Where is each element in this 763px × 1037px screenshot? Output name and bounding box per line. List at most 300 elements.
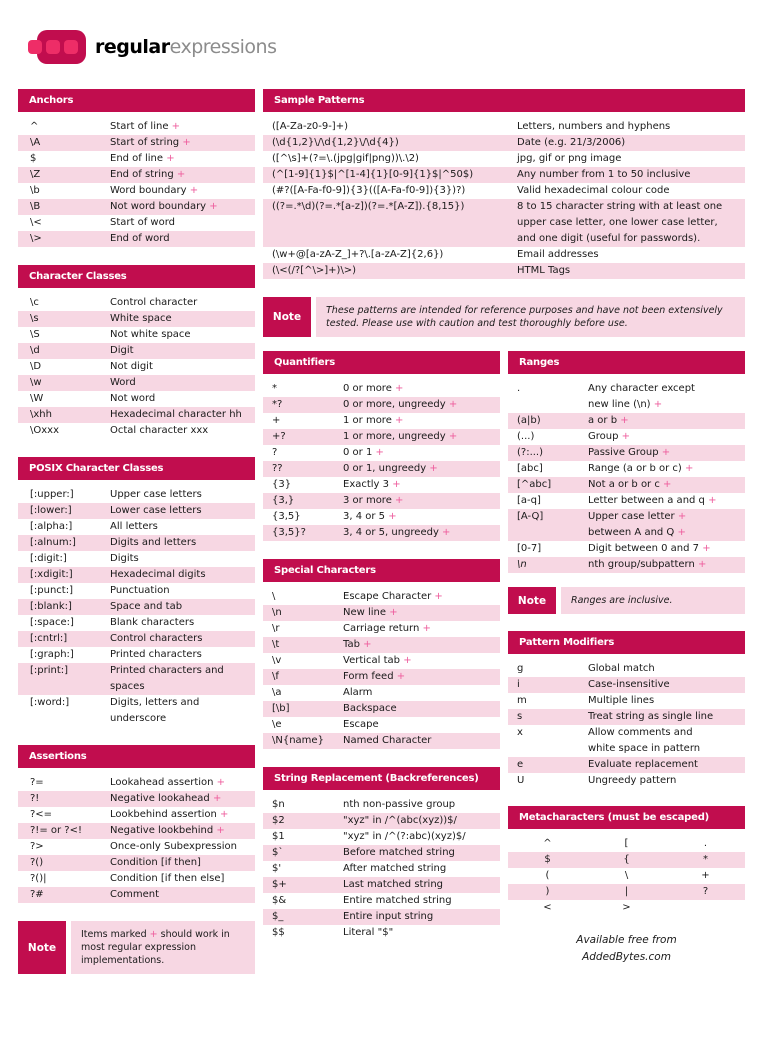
table-row <box>18 599 255 615</box>
desc-cell: Before matched string <box>343 847 455 858</box>
term-cell: {3} <box>272 479 292 490</box>
desc-cell: Hexadecimal digits <box>110 569 206 580</box>
desc-cell: Literal "$" <box>343 927 394 938</box>
metacharacter-cell: \ <box>624 870 629 881</box>
table-row <box>263 151 745 167</box>
desc-cell: 1 or more, ungreedy + <box>343 431 458 442</box>
term-cell: $$ <box>272 927 285 938</box>
desc-cell: Carriage return + <box>343 623 431 634</box>
table-row <box>263 861 500 877</box>
section-assertions <box>18 745 255 903</box>
table-row <box>263 589 500 605</box>
term-cell: $ <box>30 153 37 164</box>
term-cell: $n <box>272 799 285 810</box>
table-row <box>508 852 745 868</box>
desc-cell: Lookbehind assertion + <box>110 809 229 820</box>
desc-cell: nth group/subpattern + <box>588 559 707 570</box>
table-row <box>508 413 745 429</box>
table-row <box>18 839 255 855</box>
table-row <box>263 461 500 477</box>
desc-cell: 3 or more + <box>343 495 404 506</box>
term-cell: ?> <box>30 841 44 852</box>
section-sample-patterns <box>263 89 745 279</box>
table-row <box>18 119 255 135</box>
table-row <box>18 231 255 247</box>
desc-cell: 0 or more, ungreedy + <box>343 399 458 410</box>
term-cell: ?# <box>30 889 44 900</box>
term-cell: \e <box>272 719 282 730</box>
term-cell: (?:...) <box>517 447 544 458</box>
table-row <box>18 791 255 807</box>
table-row <box>18 135 255 151</box>
section-pattern-modifiers <box>508 631 745 789</box>
plus-marker: + <box>445 431 458 442</box>
table-row <box>18 551 255 567</box>
term-cell: [:graph:] <box>30 649 74 660</box>
desc-cell: Lookahead assertion + <box>110 777 226 788</box>
desc-cell: Digits <box>110 553 139 564</box>
plus-marker: + <box>389 479 401 490</box>
table-row <box>18 887 255 903</box>
term-cell: x <box>517 727 523 738</box>
table-row <box>18 807 255 823</box>
desc-cell: Word <box>110 377 136 388</box>
section-title-anchors: Anchors <box>18 89 255 112</box>
term-cell: ?? <box>272 463 283 474</box>
metacharacter-cell <box>666 900 745 916</box>
table-row <box>263 413 500 429</box>
table-row <box>508 884 745 900</box>
table-row <box>18 295 255 311</box>
term-cell: [:digit:] <box>30 553 67 564</box>
desc-cell: Exactly 3 + <box>343 479 401 490</box>
desc-cell: End of word <box>110 233 170 244</box>
note-label: Note <box>508 587 556 614</box>
term-cell: (\<(/?[^\>]+)\>) <box>272 265 357 276</box>
metacharacter-cell: [ <box>624 838 629 849</box>
term-cell: \> <box>30 233 42 244</box>
plus-marker: + <box>694 559 707 570</box>
table-row <box>18 327 255 343</box>
desc-cell: 1 or more + <box>343 415 404 426</box>
desc-cell: Comment <box>110 889 159 900</box>
desc-cell: Email addresses <box>517 249 599 260</box>
term-cell: . <box>517 383 521 394</box>
term-cell: \ <box>272 591 276 602</box>
term-cell: [:blank:] <box>30 601 72 612</box>
plus-marker: + <box>385 511 397 522</box>
term-cell: +? <box>272 431 286 442</box>
term-cell: \xhh <box>30 409 52 420</box>
table-row <box>508 477 745 493</box>
desc-cell: Vertical tab + <box>343 655 412 666</box>
section-posix-character-classes <box>18 457 255 727</box>
table-row <box>263 183 745 199</box>
table-row <box>18 503 255 519</box>
metacharacter-cell: { <box>623 854 630 865</box>
desc-cell: Negative lookahead + <box>110 793 222 804</box>
note-ranges <box>508 587 745 614</box>
desc-cell: Entire matched string <box>343 895 452 906</box>
desc-cell: Control character <box>110 297 198 308</box>
metacharacter-cell: . <box>703 838 708 849</box>
table-row <box>263 925 500 941</box>
table-row <box>508 661 745 677</box>
desc-cell: Start of string + <box>110 137 191 148</box>
metacharacter-cell: < <box>543 902 552 913</box>
desc-cell: White space <box>110 313 172 324</box>
desc-cell: Digits, letters and underscore <box>110 697 200 724</box>
table-row <box>18 615 255 631</box>
term-cell: i <box>517 679 520 690</box>
term-cell: [:word:] <box>30 697 70 708</box>
term-cell: [:xdigit:] <box>30 569 73 580</box>
footer-line2: AddedBytes.com <box>582 951 671 963</box>
desc-cell: Not word boundary + <box>110 201 218 212</box>
plus-marker: + <box>173 169 186 180</box>
desc-cell: End of string + <box>110 169 186 180</box>
term-cell: \S <box>30 329 40 340</box>
plus-marker: + <box>386 607 398 618</box>
metacharacter-cell: * <box>703 854 708 865</box>
term-cell: \N{name} <box>272 735 324 746</box>
plus-marker: + <box>681 463 694 474</box>
plus-marker: + <box>391 495 404 506</box>
desc-cell: Alarm <box>343 687 373 698</box>
table-row <box>18 423 255 439</box>
term-cell: \a <box>272 687 282 698</box>
table-row <box>18 487 255 503</box>
desc-cell: "xyz" in /^(abc(xyz))$/ <box>343 815 457 826</box>
term-cell: [:print:] <box>30 665 69 676</box>
table-row <box>508 541 745 557</box>
table-row <box>508 677 745 693</box>
table-row <box>18 647 255 663</box>
desc-cell: Entire input string <box>343 911 434 922</box>
desc-cell: 3, 4 or 5, ungreedy + <box>343 527 451 538</box>
main-column <box>263 89 745 966</box>
desc-cell: Start of word <box>110 217 176 228</box>
plus-marker: + <box>617 415 629 426</box>
table-row <box>18 583 255 599</box>
desc-cell: Lower case letters <box>110 505 202 516</box>
table-row <box>263 605 500 621</box>
desc-cell: Punctuation <box>110 585 170 596</box>
desc-cell: nth non-passive group <box>343 799 456 810</box>
logo-wordmark <box>95 36 276 58</box>
plus-marker: + <box>704 495 717 506</box>
term-cell: U <box>517 775 525 786</box>
table-row <box>508 693 745 709</box>
section-metacharacters <box>508 806 745 916</box>
section-character-classes <box>18 265 255 439</box>
plus-marker: + <box>372 447 384 458</box>
desc-cell: Hexadecimal character hh <box>110 409 242 420</box>
table-row <box>263 829 500 845</box>
plus-marker: + <box>213 777 226 788</box>
plus-marker: + <box>445 399 458 410</box>
table-row <box>263 717 500 733</box>
term-cell: \D <box>30 361 42 372</box>
term-cell: $' <box>272 863 282 874</box>
term-cell: [:space:] <box>30 617 74 628</box>
table-row <box>18 855 255 871</box>
term-cell: [:lower:] <box>30 505 72 516</box>
table-row <box>18 311 255 327</box>
table-row <box>18 391 255 407</box>
table-row <box>508 868 745 884</box>
term-cell: * <box>272 383 277 394</box>
table-row <box>508 509 745 541</box>
regular-expressions-logo <box>28 27 745 67</box>
table-row <box>263 445 500 461</box>
desc-cell: Negative lookbehind + <box>110 825 225 836</box>
desc-cell: Date (e.g. 21/3/2006) <box>517 137 626 148</box>
desc-cell: Not white space <box>110 329 191 340</box>
desc-cell: Form feed + <box>343 671 406 682</box>
table-row <box>263 263 745 279</box>
term-cell: \r <box>272 623 280 634</box>
plus-marker: + <box>431 591 443 602</box>
term-cell: $` <box>272 847 284 858</box>
desc-cell: Upper case letter + between A and Q + <box>588 511 687 538</box>
desc-cell: Multiple lines <box>588 695 655 706</box>
table-row <box>508 709 745 725</box>
table-row <box>18 199 255 215</box>
plus-marker: + <box>149 929 158 940</box>
table-row <box>18 183 255 199</box>
desc-cell: Ungreedy pattern <box>588 775 677 786</box>
term-cell: s <box>517 711 523 722</box>
term-cell: ([A-Za-z0-9-]+) <box>272 121 348 132</box>
desc-cell: End of line + <box>110 153 175 164</box>
table-row <box>18 775 255 791</box>
table-row <box>263 893 500 909</box>
desc-cell: 0 or more + <box>343 383 404 394</box>
plus-marker: + <box>699 543 711 554</box>
table-row <box>508 900 745 916</box>
section-title-posix: POSIX Character Classes <box>18 457 255 480</box>
term-cell: [:alnum:] <box>30 537 76 548</box>
term-cell: $_ <box>272 911 284 922</box>
term-cell: (\w+@[a-zA-Z_]+?\.[a-zA-Z]{2,6}) <box>272 249 444 260</box>
plus-marker: + <box>216 809 229 820</box>
term-cell: + <box>272 415 281 426</box>
section-title-character-classes: Character Classes <box>18 265 255 288</box>
table-row <box>263 637 500 653</box>
desc-cell: Not a or b or c + <box>588 479 672 490</box>
term-cell: ([^\s]+(?=\.(jpg|gif|png))\.\2) <box>272 153 419 164</box>
plus-marker: + <box>209 793 222 804</box>
section-title-special-characters: Special Characters <box>263 559 500 582</box>
table-row <box>263 685 500 701</box>
plus-marker: + <box>674 511 687 522</box>
desc-cell: Last matched string <box>343 879 444 890</box>
desc-cell: All letters <box>110 521 158 532</box>
plus-marker: + <box>206 201 218 212</box>
term-cell: [^abc] <box>517 479 552 490</box>
plus-marker: + <box>393 671 406 682</box>
term-cell: {3,} <box>272 495 295 506</box>
table-row <box>263 199 745 247</box>
desc-cell: New line + <box>343 607 398 618</box>
section-special-characters <box>263 559 500 749</box>
term-cell: \B <box>30 201 41 212</box>
term-cell: e <box>517 759 524 770</box>
table-row <box>508 725 745 757</box>
note-sample-patterns <box>263 297 745 337</box>
desc-cell: Control characters <box>110 633 203 644</box>
table-row <box>18 151 255 167</box>
term-cell: ((?=.*\d)(?=.*[a-z])(?=.*[A-Z]).{8,15}) <box>272 201 465 212</box>
term-cell: ? <box>272 447 278 458</box>
plus-marker: + <box>179 137 191 148</box>
desc-cell: "xyz" in /^(?:abc)(xyz)$/ <box>343 831 466 842</box>
term-cell: (a|b) <box>517 415 541 426</box>
desc-cell: Condition [if then else] <box>110 873 225 884</box>
desc-cell: HTML Tags <box>517 265 571 276</box>
metacharacter-cell: > <box>622 902 631 913</box>
desc-cell: Space and tab <box>110 601 183 612</box>
note-label: Note <box>18 921 66 974</box>
table-row <box>18 215 255 231</box>
term-cell: [:cntrl:] <box>30 633 68 644</box>
desc-cell: Evaluate replacement <box>588 759 698 770</box>
section-title-quantifiers: Quantifiers <box>263 351 500 374</box>
section-title-assertions: Assertions <box>18 745 255 768</box>
desc-cell: Digit <box>110 345 134 356</box>
table-row <box>263 381 500 397</box>
middle-column <box>263 351 500 959</box>
note-assertions <box>18 921 255 974</box>
term-cell: ?= <box>30 777 44 788</box>
term-cell: \d <box>30 345 40 356</box>
desc-cell: Word boundary + <box>110 185 199 196</box>
plus-marker: + <box>650 399 663 410</box>
term-cell: ^ <box>30 121 39 132</box>
right-column <box>508 351 745 966</box>
table-row <box>263 135 745 151</box>
term-cell: \c <box>30 297 39 308</box>
term-cell: m <box>517 695 527 706</box>
desc-cell: Condition [if then] <box>110 857 201 868</box>
table-row <box>18 695 255 727</box>
plus-marker: + <box>359 639 372 650</box>
desc-cell: Start of line + <box>110 121 181 132</box>
section-anchors <box>18 89 255 247</box>
section-title-pattern-modifiers: Pattern Modifiers <box>508 631 745 654</box>
plus-marker: + <box>659 479 672 490</box>
table-row <box>18 343 255 359</box>
table-row <box>508 773 745 789</box>
term-cell: (\d{1,2}\/\d{1,2}\/\d{4}) <box>272 137 399 148</box>
desc-cell: Group + <box>588 431 631 442</box>
table-row <box>508 429 745 445</box>
desc-cell: jpg, gif or png image <box>517 153 622 164</box>
term-cell: \Z <box>30 169 41 180</box>
plus-marker: + <box>438 527 451 538</box>
plus-marker: + <box>658 447 671 458</box>
plus-marker: + <box>391 415 404 426</box>
desc-cell: Tab + <box>343 639 372 650</box>
table-row <box>18 663 255 695</box>
term-cell: [abc] <box>517 463 543 474</box>
desc-cell: Digits and letters <box>110 537 197 548</box>
table-row <box>263 509 500 525</box>
term-cell: (^[1-9]{1}$|^[1-4]{1}[0-9]{1}$|^50$) <box>272 169 474 180</box>
table-row <box>18 567 255 583</box>
desc-cell: Once-only Subexpression <box>110 841 237 852</box>
table-row <box>263 621 500 637</box>
section-title-sample-patterns: Sample Patterns <box>263 89 745 112</box>
table-row <box>508 461 745 477</box>
plus-marker: + <box>163 153 175 164</box>
footer-credit <box>508 932 745 966</box>
desc-cell: Blank characters <box>110 617 195 628</box>
desc-cell: a or b + <box>588 415 629 426</box>
left-column <box>18 89 255 988</box>
note-ranges-text: Ranges are inclusive. <box>561 587 745 614</box>
logo-word-expressions: expressions <box>169 36 277 58</box>
table-row <box>18 167 255 183</box>
table-row <box>263 669 500 685</box>
plus-marker: + <box>419 623 431 634</box>
term-cell: $2 <box>272 815 285 826</box>
term-cell: ?!= or ?<! <box>30 825 82 836</box>
term-cell: [a-q] <box>517 495 541 506</box>
metacharacter-cell: ) <box>545 886 550 897</box>
plus-marker: + <box>391 383 404 394</box>
desc-cell: Range (a or b or c) + <box>588 463 694 474</box>
term-cell: ?() <box>30 857 44 868</box>
table-row <box>263 733 500 749</box>
note-label: Note <box>263 297 311 337</box>
footer-line1: Available free from <box>576 934 677 946</box>
desc-cell: Valid hexadecimal colour code <box>517 185 670 196</box>
table-row <box>263 701 500 717</box>
table-row <box>508 836 745 852</box>
desc-cell: Backspace <box>343 703 397 714</box>
term-cell: [0-7] <box>517 543 542 554</box>
section-ranges <box>508 351 745 573</box>
section-string-replacement <box>263 767 500 941</box>
term-cell: [:upper:] <box>30 489 74 500</box>
regex-logo-icon <box>28 30 86 64</box>
term-cell: ?<= <box>30 809 53 820</box>
plus-marker: + <box>426 463 438 474</box>
term-cell: $1 <box>272 831 285 842</box>
metacharacter-cell: ? <box>702 886 709 897</box>
section-quantifiers <box>263 351 500 541</box>
desc-cell: Escape Character + <box>343 591 443 602</box>
metacharacter-cell: | <box>624 886 629 897</box>
desc-cell: Any character except new line (\n) + <box>588 383 695 410</box>
desc-cell: Upper case letters <box>110 489 202 500</box>
table-row <box>18 871 255 887</box>
term-cell: \W <box>30 393 44 404</box>
term-cell: ?! <box>30 793 40 804</box>
term-cell: \n <box>517 559 527 570</box>
term-cell: [A-Q] <box>517 511 544 522</box>
desc-cell: Case-insensitive <box>588 679 670 690</box>
note-assertions-text: Items marked + should work in most regular expression implementations. <box>71 921 255 974</box>
desc-cell: Passive Group + <box>588 447 671 458</box>
desc-cell: Letters, numbers and hyphens <box>517 121 671 132</box>
plus-marker: + <box>400 655 412 666</box>
section-title-ranges: Ranges <box>508 351 745 374</box>
plus-marker: + <box>213 825 225 836</box>
metacharacter-cell: ^ <box>543 838 552 849</box>
